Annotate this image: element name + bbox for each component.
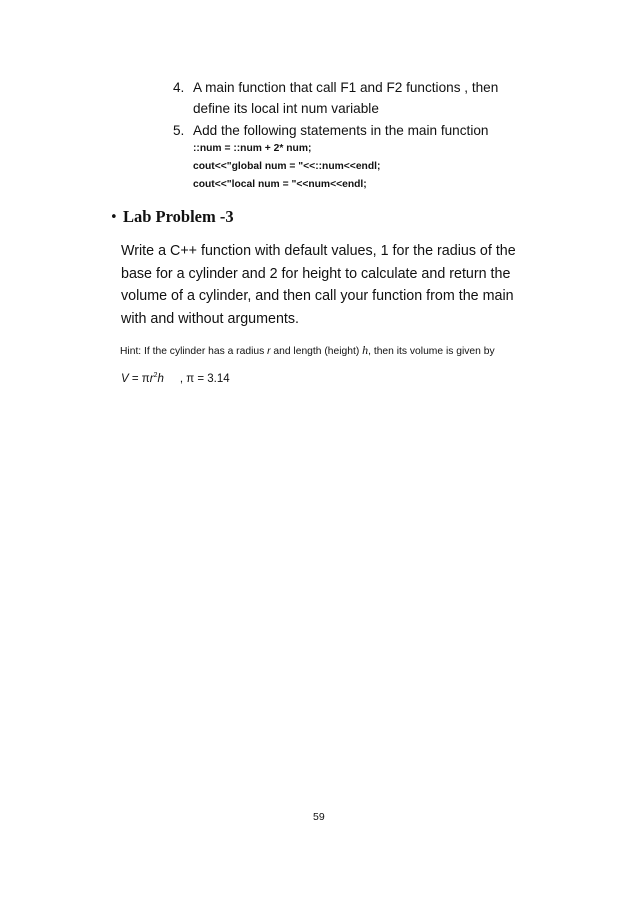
paragraph-line: base for a cylinder and 2 for height to calculate and return the bbox=[121, 265, 511, 282]
formula-v: V bbox=[121, 372, 129, 385]
page-number: 59 bbox=[313, 811, 325, 823]
code-line: ::num = ::num + 2* num; bbox=[193, 143, 312, 154]
list-text-line: A main function that call F1 and F2 functions , then bbox=[193, 80, 499, 95]
hint-prefix: Hint: If the cylinder has a radius bbox=[120, 346, 268, 357]
list-number: 4. bbox=[173, 80, 185, 95]
hint-h: h bbox=[362, 343, 369, 357]
section-heading: Lab Problem -3 bbox=[123, 207, 234, 226]
list-text-line: Add the following statements in the main function bbox=[193, 123, 489, 138]
paragraph-line: Write a C++ function with default values, 1 for the radius of the bbox=[121, 243, 516, 259]
bullet-icon: • bbox=[110, 210, 118, 225]
paragraph-line: with and without arguments. bbox=[121, 310, 300, 327]
formula-eq: = bbox=[128, 372, 142, 385]
formula-pi: π bbox=[141, 372, 150, 385]
hint-suffix: , then its volume is given by bbox=[368, 346, 495, 357]
formula-r: r bbox=[149, 372, 154, 385]
volume-formula bbox=[121, 372, 230, 385]
formula-pi-value: , π = 3.14 bbox=[163, 372, 230, 385]
code-block bbox=[193, 140, 380, 194]
hint-middle: and length (height) bbox=[270, 346, 363, 357]
formula-h: h bbox=[157, 372, 164, 385]
formula-exponent: 2 bbox=[153, 372, 158, 379]
code-line: cout<<"local num = "<<num<<endl; bbox=[193, 179, 367, 190]
paragraph-line: volume of a cylinder, and then call your function from the main bbox=[121, 288, 514, 304]
code-line: cout<<"global num = "<<::num<<endl; bbox=[193, 161, 381, 172]
hint-r: r bbox=[267, 346, 271, 357]
list-text-line: define its local int num variable bbox=[193, 101, 379, 116]
list-number: 5. bbox=[173, 123, 185, 138]
problem-paragraph bbox=[121, 240, 541, 330]
hint-text bbox=[120, 343, 495, 358]
